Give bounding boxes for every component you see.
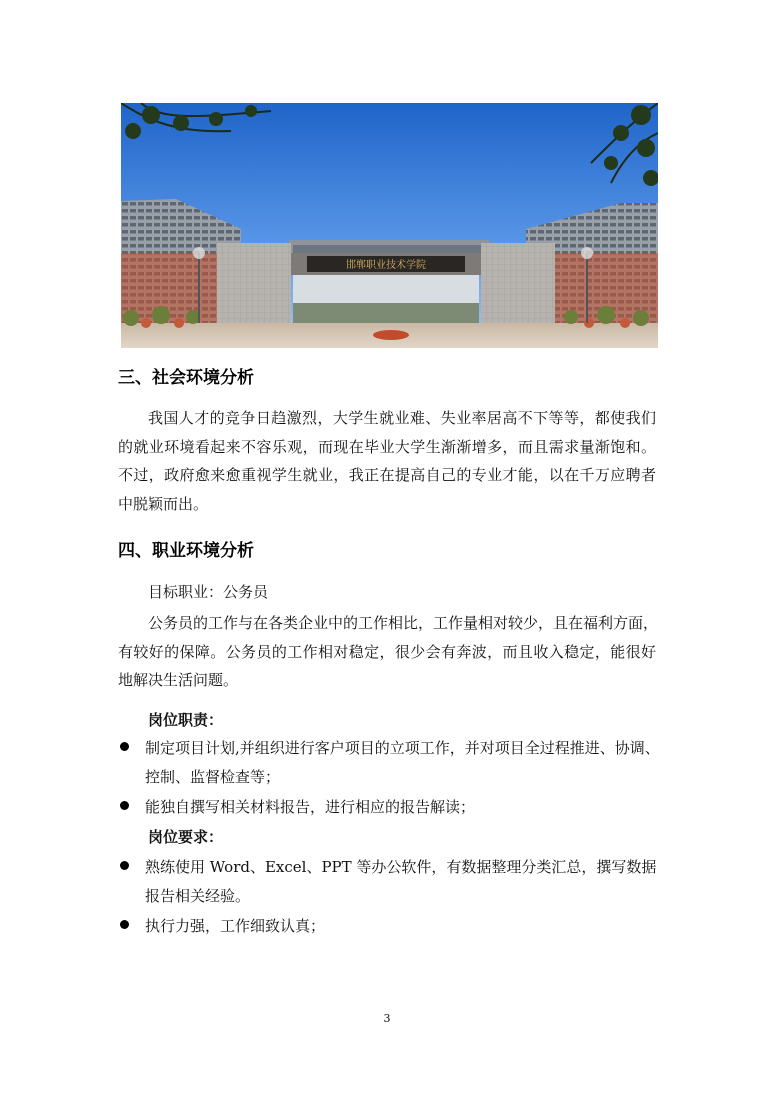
bullet-dot-icon [120,861,129,870]
gate-sign-text: 邯郸职业技术学院 [346,260,426,271]
paragraph-line: 不过，政府愈来愈重视学生就业，我正在提高自己的专业才能，以在千万应聘者 [118,466,656,485]
list-item-line: 制定项目计划,并组织进行客户项目的立项工作，并对项目全过程推进、协调、 [145,739,660,757]
list-item-line: 控制、监督检查等； [145,768,281,786]
paragraph-line: 的就业环境看起来不容乐观，而现在毕业大学生渐渐增多，而且需求量渐饱和。 [118,437,656,456]
section-heading-career-environment: 四、职业环境分析 [118,541,254,561]
social-environment-paragraph [118,404,656,519]
target-career-line: 目标职业：公务员 [148,583,269,601]
page-number: 3 [383,1012,391,1025]
list-item-line: 熟练使用 Word、Excel、PPT 等办公软件，有数据整理分类汇总，撰写数据 [145,858,657,876]
requirements-label: 岗位要求： [148,828,224,846]
list-item [118,853,656,911]
campus-gate-illustration [121,103,658,348]
list-item-line: 执行力强，工作细致认真； [145,917,326,935]
list-item [118,793,656,822]
bullet-dot-icon [120,920,129,929]
campus-photo [121,103,658,348]
paragraph-line: 有较好的保障。公务员的工作相对稳定，很少会有奔波，而且收入稳定，能很好 [118,642,656,661]
paragraph-line: 中脱颖而出。 [118,495,209,514]
career-environment-paragraph [118,609,659,695]
duties-label: 岗位职责： [148,711,224,729]
list-item-line: 能独自撰写相关材料报告，进行相应的报告解读； [145,798,476,816]
paragraph-line: 我国人才的竞争日趋激烈，大学生就业难、失业率居高不下等等，都使我们 [148,409,656,427]
bullet-dot-icon [120,801,129,810]
paragraph-line: 地解决生活问题。 [118,671,239,690]
list-item-line: 报告相关经验。 [145,887,251,905]
bullet-dot-icon [120,742,129,751]
section-heading-social-environment: 三、社会环境分析 [118,368,254,388]
list-item [118,912,656,941]
paragraph-line: 公务员的工作与在各类企业中的工作相比，工作量相对较少，且在福利方面， [148,614,659,632]
list-item [118,734,660,792]
